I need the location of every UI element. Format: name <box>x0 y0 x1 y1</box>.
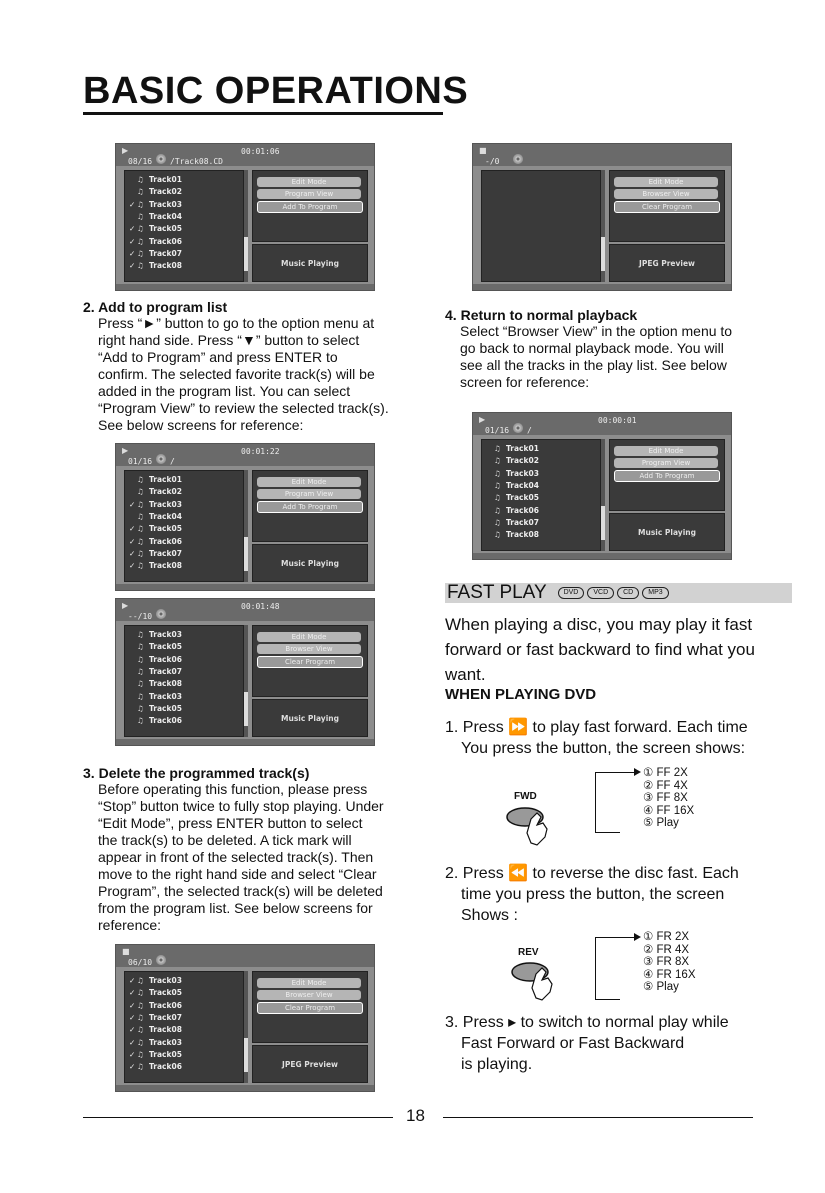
text-line: move to the right hand side and select “Clear <box>98 866 377 882</box>
text-line: see all the tracks in the play list. See below <box>460 357 727 373</box>
step2-section <box>83 299 413 434</box>
music-note-icon: ♫ <box>137 642 144 652</box>
track-item <box>129 475 182 487</box>
track-item <box>129 512 182 524</box>
text-line: ④ FF 16X <box>643 804 695 817</box>
music-note-icon: ♫ <box>494 480 501 490</box>
music-note-icon: ♫ <box>137 524 144 534</box>
check-mark-icon: ✓ <box>129 548 136 558</box>
disc-badges <box>558 582 672 603</box>
track-name: Track03 <box>149 499 182 509</box>
text-line: right hand side. Press “▼” button to select <box>98 332 360 348</box>
step4-section <box>445 307 775 391</box>
step2-body <box>83 315 413 434</box>
check-mark-icon: ✓ <box>129 1049 136 1059</box>
music-note-icon: ♫ <box>137 548 144 558</box>
rev-speed-list <box>643 931 696 994</box>
option-item: Edit Mode <box>614 446 718 456</box>
disc-badge: CD <box>617 587 639 599</box>
track-name: Track06 <box>149 654 182 664</box>
item1-text <box>445 717 795 759</box>
text-line: confirm. The selected favorite track(s) will be <box>98 366 375 382</box>
step2-heading: 2. Add to program list <box>83 299 228 315</box>
option-item: Program View <box>257 189 361 199</box>
music-note-icon: ♫ <box>494 530 501 540</box>
file-path: / <box>527 426 532 435</box>
disc-icon <box>513 154 523 164</box>
music-note-icon: ♫ <box>137 561 144 571</box>
track-name: Track08 <box>506 530 539 540</box>
check-mark-icon: ✓ <box>129 988 136 998</box>
track-name: Track02 <box>506 456 539 466</box>
screen-add-to-program <box>115 143 375 291</box>
text-line: Select “Browser View” in the option menu to <box>460 323 733 339</box>
fwd-button-label: FWD <box>514 791 537 802</box>
text-line: “Edit Mode”, press ENTER button to select <box>98 815 363 831</box>
track-name: Track07 <box>506 517 539 527</box>
track-item <box>129 976 182 988</box>
text-line: want. <box>445 665 486 684</box>
track-name: Track06 <box>149 716 182 726</box>
track-item <box>129 1050 182 1062</box>
track-name: Track02 <box>149 187 182 197</box>
music-note-icon: ♫ <box>137 654 144 664</box>
option-item: Edit Mode <box>614 177 718 187</box>
music-note-icon: ♫ <box>137 666 144 676</box>
title-underline <box>83 112 443 115</box>
track-list <box>124 170 244 282</box>
screen-bottom-bar <box>116 284 374 290</box>
music-note-icon: ♫ <box>137 487 144 497</box>
track-item <box>129 537 182 549</box>
file-path: /Track08.CD <box>170 157 223 166</box>
disc-icon <box>156 955 166 965</box>
text-line: Fast Forward or Fast Backward <box>461 1035 685 1052</box>
track-item <box>129 561 182 573</box>
track-counter: 01/16 <box>128 457 153 466</box>
check-mark-icon: ✓ <box>129 499 136 509</box>
option-item: Edit Mode <box>257 477 361 487</box>
screen-bottom-bar <box>473 284 731 290</box>
playback-indicator: ■ <box>479 146 487 155</box>
track-item <box>486 469 539 481</box>
scrollbar <box>244 470 248 582</box>
track-item <box>486 456 539 468</box>
check-mark-icon: ✓ <box>129 1037 136 1047</box>
track-counter: 01/16 <box>485 426 510 435</box>
playback-time: 00:00:01 <box>598 416 637 425</box>
fast-play-intro <box>445 612 795 687</box>
track-name: Track05 <box>149 703 182 713</box>
music-note-icon: ♫ <box>137 248 144 258</box>
option-item: Edit Mode <box>257 632 361 642</box>
check-mark-icon: ✓ <box>129 524 136 534</box>
music-note-icon: ♫ <box>494 456 501 466</box>
text-line: 3. Press ▸ to switch to normal play while <box>445 1014 729 1031</box>
text-line: ② FF 4X <box>643 779 688 792</box>
music-note-icon: ♫ <box>137 261 144 271</box>
text-line: Program”, the selected track(s) will be deleted <box>98 883 383 899</box>
option-item: Program View <box>257 489 361 499</box>
screen-delete-program <box>115 944 375 1092</box>
text-line: 2. Press ⏪ to reverse the disc fast. Each <box>445 865 739 882</box>
text-line: time you press the button, the screen <box>461 886 725 903</box>
track-name: Track03 <box>506 468 539 478</box>
playback-time: 00:01:22 <box>241 447 280 456</box>
track-name: Track06 <box>149 1062 182 1072</box>
track-item <box>129 988 182 1000</box>
track-name: Track06 <box>506 505 539 515</box>
track-item <box>129 1013 182 1025</box>
screen-top-bar <box>473 144 731 166</box>
music-note-icon: ♫ <box>137 1049 144 1059</box>
track-item <box>129 679 182 691</box>
fwd-speed-list <box>643 767 694 830</box>
preview-panel: Music Playing <box>252 544 368 582</box>
track-name: Track03 <box>149 630 182 639</box>
text-line: ③ FF 8X <box>643 792 688 804</box>
footer-rule-right <box>443 1117 753 1118</box>
option-item: Add To Program <box>614 470 720 482</box>
preview-panel: Music Playing <box>252 244 368 282</box>
track-item <box>486 444 539 456</box>
track-item <box>129 249 182 261</box>
scrollbar <box>244 625 248 737</box>
screen-bottom-bar <box>473 553 731 559</box>
track-item <box>129 642 182 654</box>
step4-body <box>445 323 775 391</box>
text-line: go back to normal playback mode. You will <box>460 340 724 356</box>
track-counter: 06/10 <box>128 958 153 967</box>
check-mark-icon: ✓ <box>129 561 136 571</box>
track-name: Track03 <box>149 199 182 209</box>
track-item <box>129 716 182 728</box>
disc-icon <box>513 423 523 433</box>
track-name: Track07 <box>149 248 182 258</box>
track-item <box>129 500 182 512</box>
playback-indicator: ▶ <box>122 601 129 610</box>
track-list <box>481 439 601 551</box>
rev-bracket <box>595 937 620 1000</box>
scrollbar <box>601 170 605 282</box>
music-note-icon: ♫ <box>137 976 144 985</box>
text-line: ② FR 4X <box>643 943 690 956</box>
check-mark-icon: ✓ <box>129 976 136 985</box>
playback-time: 00:01:06 <box>241 147 280 156</box>
text-line: reference: <box>98 917 162 933</box>
track-name: Track03 <box>149 691 182 701</box>
track-name: Track04 <box>149 211 182 221</box>
fast-play-heading: FAST PLAY DVD VCD CD MP3 <box>447 582 672 604</box>
screen-top-bar <box>116 945 374 967</box>
text-line: is playing. <box>461 1056 533 1073</box>
track-list <box>124 625 244 737</box>
track-counter: -/0 <box>485 157 500 166</box>
track-item <box>129 704 182 716</box>
music-note-icon: ♫ <box>494 505 501 515</box>
scrollbar <box>244 170 248 282</box>
track-name: Track05 <box>506 493 539 503</box>
music-note-icon: ♫ <box>137 1037 144 1047</box>
track-item <box>129 187 182 199</box>
track-name: Track05 <box>149 524 182 534</box>
music-note-icon: ♫ <box>137 536 144 546</box>
option-item: Clear Program <box>257 1002 363 1014</box>
music-note-icon: ♫ <box>494 468 501 478</box>
track-name: Track06 <box>149 536 182 546</box>
music-note-icon: ♫ <box>137 1000 144 1010</box>
option-item: Add To Program <box>257 501 363 513</box>
option-menu <box>252 625 368 697</box>
track-name: Track01 <box>506 444 539 453</box>
option-item: Browser View <box>614 189 718 199</box>
disc-icon <box>156 154 166 164</box>
track-name: Track08 <box>149 1025 182 1035</box>
track-item <box>129 1001 182 1013</box>
text-line: Before operating this function, please press <box>98 781 368 797</box>
option-menu <box>609 439 725 511</box>
track-name: Track07 <box>149 548 182 558</box>
option-menu <box>252 470 368 542</box>
music-note-icon: ♫ <box>137 511 144 521</box>
option-menu <box>252 170 368 242</box>
text-line: When playing a disc, you may play it fast <box>445 615 753 634</box>
track-name: Track01 <box>149 475 182 484</box>
rev-arrowhead-icon <box>634 933 641 941</box>
footer-rule-left <box>83 1117 393 1118</box>
screen-program-view <box>115 598 375 746</box>
option-item: Clear Program <box>257 656 363 668</box>
check-mark-icon: ✓ <box>129 1062 136 1072</box>
step3-section <box>83 765 413 934</box>
scrollbar <box>601 439 605 551</box>
rev-button-label: REV <box>518 947 539 958</box>
music-note-icon: ♫ <box>137 199 144 209</box>
music-note-icon: ♫ <box>137 988 144 998</box>
music-note-icon: ♫ <box>494 444 501 453</box>
track-item <box>486 518 539 530</box>
screen-bottom-bar <box>116 584 374 590</box>
fwd-bracket <box>595 772 620 833</box>
item2-text <box>445 863 795 926</box>
music-note-icon: ♫ <box>137 679 144 689</box>
track-counter: 08/16 <box>128 157 153 166</box>
playback-indicator: ▶ <box>479 415 486 424</box>
track-name: Track06 <box>149 1000 182 1010</box>
option-item: Clear Program <box>614 201 720 213</box>
music-note-icon: ♫ <box>137 224 144 234</box>
music-note-icon: ♫ <box>137 499 144 509</box>
track-list <box>124 470 244 582</box>
check-mark-icon: ✓ <box>129 1000 136 1010</box>
option-item: Edit Mode <box>257 177 361 187</box>
disc-badge: MP3 <box>642 587 668 599</box>
dvd-subheading: WHEN PLAYING DVD <box>445 686 597 703</box>
option-menu <box>252 971 368 1043</box>
track-item <box>129 487 182 499</box>
text-line: 1. Press ⏩ to play fast forward. Each time <box>445 719 748 736</box>
music-note-icon: ♫ <box>137 630 144 639</box>
option-item: Program View <box>614 458 718 468</box>
music-note-icon: ♫ <box>137 175 144 184</box>
text-line: ① FF 2X <box>643 767 688 779</box>
playback-indicator: ▶ <box>122 146 129 155</box>
track-name: Track05 <box>149 224 182 234</box>
track-name: Track05 <box>149 988 182 998</box>
playback-indicator: ▶ <box>122 446 129 455</box>
text-line: ③ FR 8X <box>643 956 690 968</box>
track-name: Track02 <box>149 487 182 497</box>
track-item <box>129 524 182 536</box>
file-path: / <box>170 457 175 466</box>
step4-heading: 4. Return to normal playback <box>445 307 638 323</box>
track-name: Track08 <box>149 261 182 271</box>
track-item <box>486 493 539 505</box>
music-note-icon: ♫ <box>137 211 144 221</box>
music-note-icon: ♫ <box>137 691 144 701</box>
track-item <box>129 692 182 704</box>
option-item: Add To Program <box>257 201 363 213</box>
playback-indicator: ■ <box>122 947 130 956</box>
text-line: See below screens for reference: <box>98 417 304 433</box>
text-line: “Program View” to review the selected track(s). <box>98 400 389 416</box>
text-line: ⑤ Play <box>643 981 679 993</box>
track-counter: --/10 <box>128 612 153 621</box>
track-item <box>129 224 182 236</box>
track-item <box>129 1062 182 1074</box>
track-item <box>486 481 539 493</box>
track-item <box>129 1038 182 1050</box>
item3-text <box>445 1012 795 1075</box>
text-line: “Stop” button twice to fully stop playing. Under <box>98 798 384 814</box>
preview-panel: Music Playing <box>252 699 368 737</box>
preview-panel: JPEG Preview <box>609 244 725 282</box>
music-note-icon: ♫ <box>137 1062 144 1072</box>
track-name: Track03 <box>149 976 182 985</box>
music-note-icon: ♫ <box>137 236 144 246</box>
check-mark-icon: ✓ <box>129 1012 136 1022</box>
disc-badge: DVD <box>558 587 585 599</box>
option-item: Browser View <box>257 990 361 1000</box>
option-item: Edit Mode <box>257 978 361 988</box>
check-mark-icon: ✓ <box>129 261 136 271</box>
step3-body <box>83 781 413 934</box>
fwd-arrowhead-icon <box>634 768 641 776</box>
track-item <box>129 549 182 561</box>
preview-panel: JPEG Preview <box>252 1045 368 1083</box>
track-name: Track03 <box>149 1037 182 1047</box>
text-line: ① FR 2X <box>643 931 690 943</box>
track-name: Track05 <box>149 1049 182 1059</box>
text-line: Shows : <box>461 907 518 924</box>
track-item <box>129 630 182 642</box>
text-line: appear in front of the selected track(s). Then <box>98 849 374 865</box>
text-line: from the program list. See below screens for <box>98 900 373 916</box>
track-name: Track04 <box>149 511 182 521</box>
scrollbar <box>244 971 248 1083</box>
music-note-icon: ♫ <box>494 517 501 527</box>
track-item <box>129 261 182 273</box>
page-title: BASIC OPERATIONS <box>83 70 469 112</box>
track-name: Track07 <box>149 666 182 676</box>
disc-icon <box>156 454 166 464</box>
track-item <box>129 1025 182 1037</box>
track-item <box>129 200 182 212</box>
screen-bottom-bar <box>116 739 374 745</box>
check-mark-icon: ✓ <box>129 248 136 258</box>
page-number: 18 <box>406 1106 425 1125</box>
music-note-icon: ♫ <box>137 716 144 726</box>
text-line: “Add to Program” and press ENTER to <box>98 349 338 365</box>
text-line: ⑤ Play <box>643 817 679 829</box>
check-mark-icon: ✓ <box>129 536 136 546</box>
track-name: Track08 <box>149 561 182 571</box>
disc-icon <box>156 609 166 619</box>
text-line: the track(s) to be deleted. A tick mark will <box>98 832 352 848</box>
track-item <box>486 530 539 542</box>
music-note-icon: ♫ <box>137 1012 144 1022</box>
track-item <box>129 667 182 679</box>
check-mark-icon: ✓ <box>129 1025 136 1035</box>
music-note-icon: ♫ <box>137 1025 144 1035</box>
text-line: Press “►” button to go to the option menu at <box>98 315 375 331</box>
step3-heading: 3. Delete the programmed track(s) <box>83 765 310 781</box>
track-name: Track07 <box>149 1012 182 1022</box>
music-note-icon: ♫ <box>137 703 144 713</box>
music-note-icon: ♫ <box>137 187 144 197</box>
track-name: Track06 <box>149 236 182 246</box>
track-item <box>129 212 182 224</box>
text-line: You press the button, the screen shows: <box>461 740 746 757</box>
option-item: Browser View <box>257 644 361 654</box>
track-item <box>129 175 182 187</box>
text-line: added in the program list. You can select <box>98 383 351 399</box>
check-mark-icon: ✓ <box>129 224 136 234</box>
screen-bottom-bar <box>116 1085 374 1091</box>
music-note-icon: ♫ <box>494 493 501 503</box>
track-item <box>129 655 182 667</box>
track-name: Track08 <box>149 679 182 689</box>
check-mark-icon: ✓ <box>129 236 136 246</box>
track-list <box>124 971 244 1083</box>
preview-panel: Music Playing <box>609 513 725 551</box>
music-note-icon: ♫ <box>137 475 144 484</box>
playback-time: 00:01:48 <box>241 602 280 611</box>
disc-badge: VCD <box>587 587 614 599</box>
text-line: ④ FR 16X <box>643 968 696 981</box>
fwd-button-hand-icon <box>503 803 563 848</box>
option-menu <box>609 170 725 242</box>
screen-cleared-program <box>472 143 732 291</box>
text-line: forward or fast backward to find what you <box>445 640 755 659</box>
screen-program-selected <box>115 443 375 591</box>
track-list <box>481 170 601 282</box>
rev-button-hand-icon <box>508 958 568 1003</box>
screen-normal-playback <box>472 412 732 560</box>
track-item <box>486 506 539 518</box>
text-line: screen for reference: <box>460 374 590 390</box>
track-name: Track05 <box>149 642 182 652</box>
track-item <box>129 237 182 249</box>
check-mark-icon: ✓ <box>129 199 136 209</box>
track-name: Track04 <box>506 480 539 490</box>
track-name: Track01 <box>149 175 182 184</box>
